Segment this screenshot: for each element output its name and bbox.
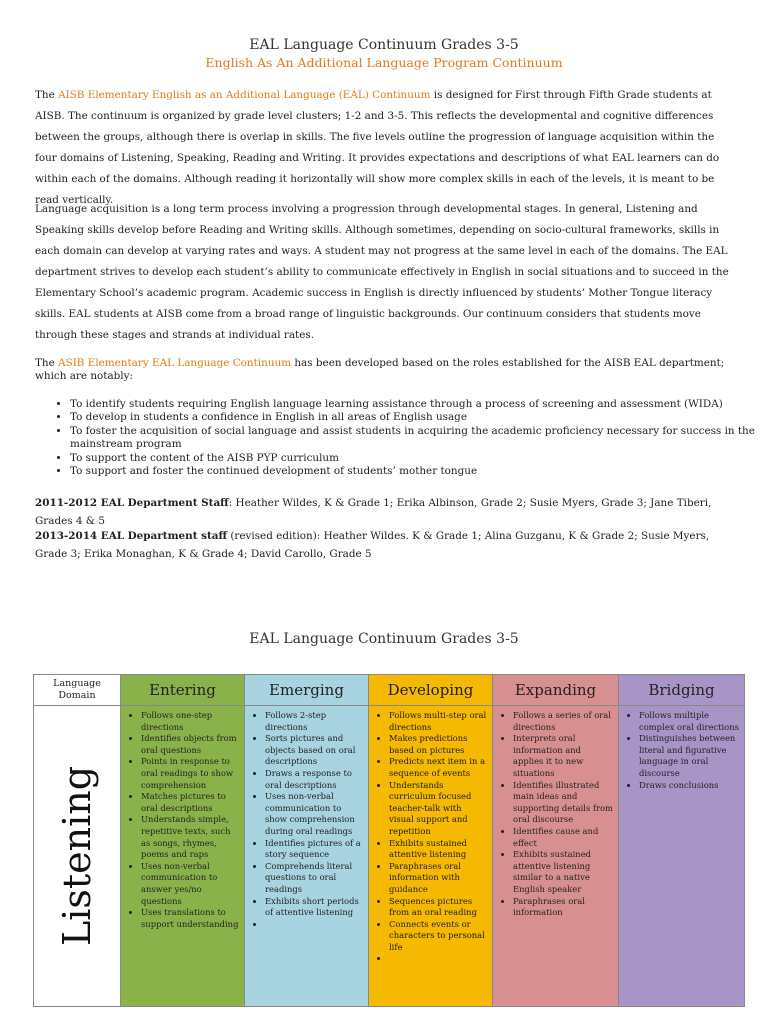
developing-skills-list	[369, 710, 488, 965]
emerging-cell	[245, 706, 369, 1007]
level-header-emerging: Emerging	[245, 675, 369, 706]
list-item: • Identifies pictures of a story sequence	[265, 838, 364, 861]
document-title: EAL Language Continuum Grades 3-5	[249, 37, 519, 53]
list-item: • Comprehends literal questions to oral readings	[265, 861, 364, 896]
list-item: • Predicts next item in a sequence of events	[389, 756, 488, 779]
list-item: • To support and foster the continued development of students’ mother tongue	[70, 465, 768, 478]
roles-list	[35, 398, 768, 478]
list-item: • Draws conclusions	[639, 780, 740, 792]
list-item: • To foster the acquisition of social language and assist students in acquiring the academic proficiency necessary for success in the mainstream program	[70, 425, 768, 452]
list-item: • Paraphrases oral information with guidance	[389, 861, 488, 896]
list-item: • Follows multi-step oral directions	[389, 710, 488, 733]
continuum-name-highlight: AISB Elementary English as an Additional Language (EAL) Continuum	[58, 89, 431, 101]
list-item: • Uses non-verbal communication to show comprehension during oral readings	[265, 791, 364, 837]
level-header-entering: Entering	[121, 675, 245, 706]
emerging-skills-list	[245, 710, 364, 930]
domain-cell	[34, 706, 121, 1007]
list-item: • Points in response to oral readings to show comprehension	[141, 756, 240, 791]
domain-header: Language Domain	[34, 675, 121, 706]
list-item: • Sorts pictures and objects based on oral descriptions	[265, 733, 364, 768]
table-header-row	[34, 675, 745, 706]
intro-prefix: The	[35, 89, 59, 101]
bridging-skills-list	[619, 710, 740, 791]
list-item: • To identify students requiring English language learning assistance through a process of screening and assessment (WIDA)	[70, 398, 768, 411]
list-item: • Matches pictures to oral descriptions	[141, 791, 240, 814]
continuum-title-highlight: ASIB Elementary EAL Language Continuum	[58, 357, 292, 369]
list-item: • Follows one-step directions	[141, 710, 240, 733]
list-item: • Makes predictions based on pictures	[389, 733, 488, 756]
roles-intro-paragraph	[35, 357, 735, 383]
list-item: • Follows a series of oral directions	[513, 710, 614, 733]
list-item: • Draws a response to oral descriptions	[265, 768, 364, 791]
list-item: • Understands curriculum focused teacher-talk with visual support and repetition	[389, 780, 488, 838]
staff-list: : Heather Wildes, K & Grade 1; Erika Albinson, Grade 2; Susie Myers, Grade 3; Jane Tiberi, Grades 4 & 5	[35, 497, 712, 527]
expanding-skills-list	[493, 710, 614, 919]
list-item: • Identifies illustrated main ideas and supporting details from oral discourse	[513, 780, 614, 826]
developing-cell	[369, 706, 493, 1007]
list-item: • Sequences pictures from an oral reading	[389, 896, 488, 919]
level-header-expanding: Expanding	[493, 675, 619, 706]
roles-intro-body: has been developed based on the roles established for the AISB EAL department; which are notably:	[35, 357, 725, 382]
list-item: • Paraphrases oral information	[513, 896, 614, 919]
expanding-cell	[493, 706, 619, 1007]
level-header-developing: Developing	[369, 675, 493, 706]
acquisition-paragraph: Language acquisition is a long term process involving a progression through developmental stages. In general, Listening and Speaking skills develop before Reading and Writing skills. Although sometimes, depending on socio-cultural frameworks, skills in each domain can develop at varying rates and ways. A student may not progress at the same level in each of the domains. The EAL department strives to develop each student’s ability to communicate effectively in English in social situations and to succeed in the Elementary School’s academic program. Academic success in English is directly influenced by students’ Mother Tongue literacy skills. EAL students at AISB come from a broad range of linguistic backgrounds. Our continuum considers that students move through these stages and strands at individual rates.	[35, 203, 729, 341]
entering-cell	[121, 706, 245, 1007]
level-header-bridging: Bridging	[619, 675, 745, 706]
domain-label-listening: Listening	[55, 765, 99, 947]
list-item: • To support the content of the AISB PYP curriculum	[70, 452, 768, 465]
list-item: • Identifies objects from oral questions	[141, 733, 240, 756]
list-item	[389, 953, 488, 965]
list-item: • Uses translations to support understanding	[141, 907, 240, 930]
staff-2013-2014	[35, 527, 735, 563]
list-item: • Follows 2-step directions	[265, 710, 364, 733]
list-item: • To develop in students a confidence in English in all areas of English usage	[70, 411, 768, 424]
intro-body: is designed for First through Fifth Grade students at AISB. The continuum is organized by grade level clusters; 1-2 and 3-5. This reflects the developmental and cognitive differences between the groups, although there is overlap in skills. The five levels outline the progression of language acquisition within the four domains of Listening, Speaking, Reading and Writing. It provides expectations and descriptions of what EAL learners can do within each of the domains. Although reading it horizontally will show more complex skills in each of the levels, it is meant to be read vertically.	[35, 89, 720, 206]
list-item	[265, 919, 364, 931]
staff-label: 2013-2014 EAL Department staff	[35, 530, 228, 542]
table-title: EAL Language Continuum Grades 3-5	[249, 631, 519, 647]
list-item: • Follows multiple complex oral directions	[639, 710, 740, 733]
staff-2011-2012	[35, 494, 735, 530]
intro-paragraph	[35, 85, 735, 211]
list-item: • Identifies cause and effect	[513, 826, 614, 849]
list-item: • Exhibits sustained attentive listening	[389, 838, 488, 861]
document-subtitle: English As An Additional Language Program Continuum	[205, 55, 563, 70]
entering-skills-list	[121, 710, 240, 930]
bridging-cell	[619, 706, 745, 1007]
table-row-listening	[34, 706, 745, 1007]
list-item: • Connects events or characters to personal life	[389, 919, 488, 954]
list-item: • Uses non-verbal communication to answer yes/no questions	[141, 861, 240, 907]
list-item: • Distinguishes between literal and figurative language in oral discourse	[639, 733, 740, 779]
list-item: • Interprets oral information and applies it to new situations	[513, 733, 614, 779]
list-item: • Understands simple, repetitive texts, such as songs, rhymes, poems and raps	[141, 814, 240, 860]
staff-label: 2011-2012 EAL Department Staff	[35, 497, 229, 509]
list-item: • Exhibits sustained attentive listening similar to a native English speaker	[513, 849, 614, 895]
roles-intro-prefix: The	[35, 357, 59, 369]
list-item: • Exhibits short periods of attentive listening	[265, 896, 364, 919]
staff-list: (revised edition): Heather Wildes. K & Grade 1; Alina Guzganu, K & Grade 2; Susie Myers, Grade 3; Erika Monaghan, K & Grade 4; David Carollo, Grade 5	[35, 530, 710, 560]
continuum-table	[33, 674, 745, 1007]
